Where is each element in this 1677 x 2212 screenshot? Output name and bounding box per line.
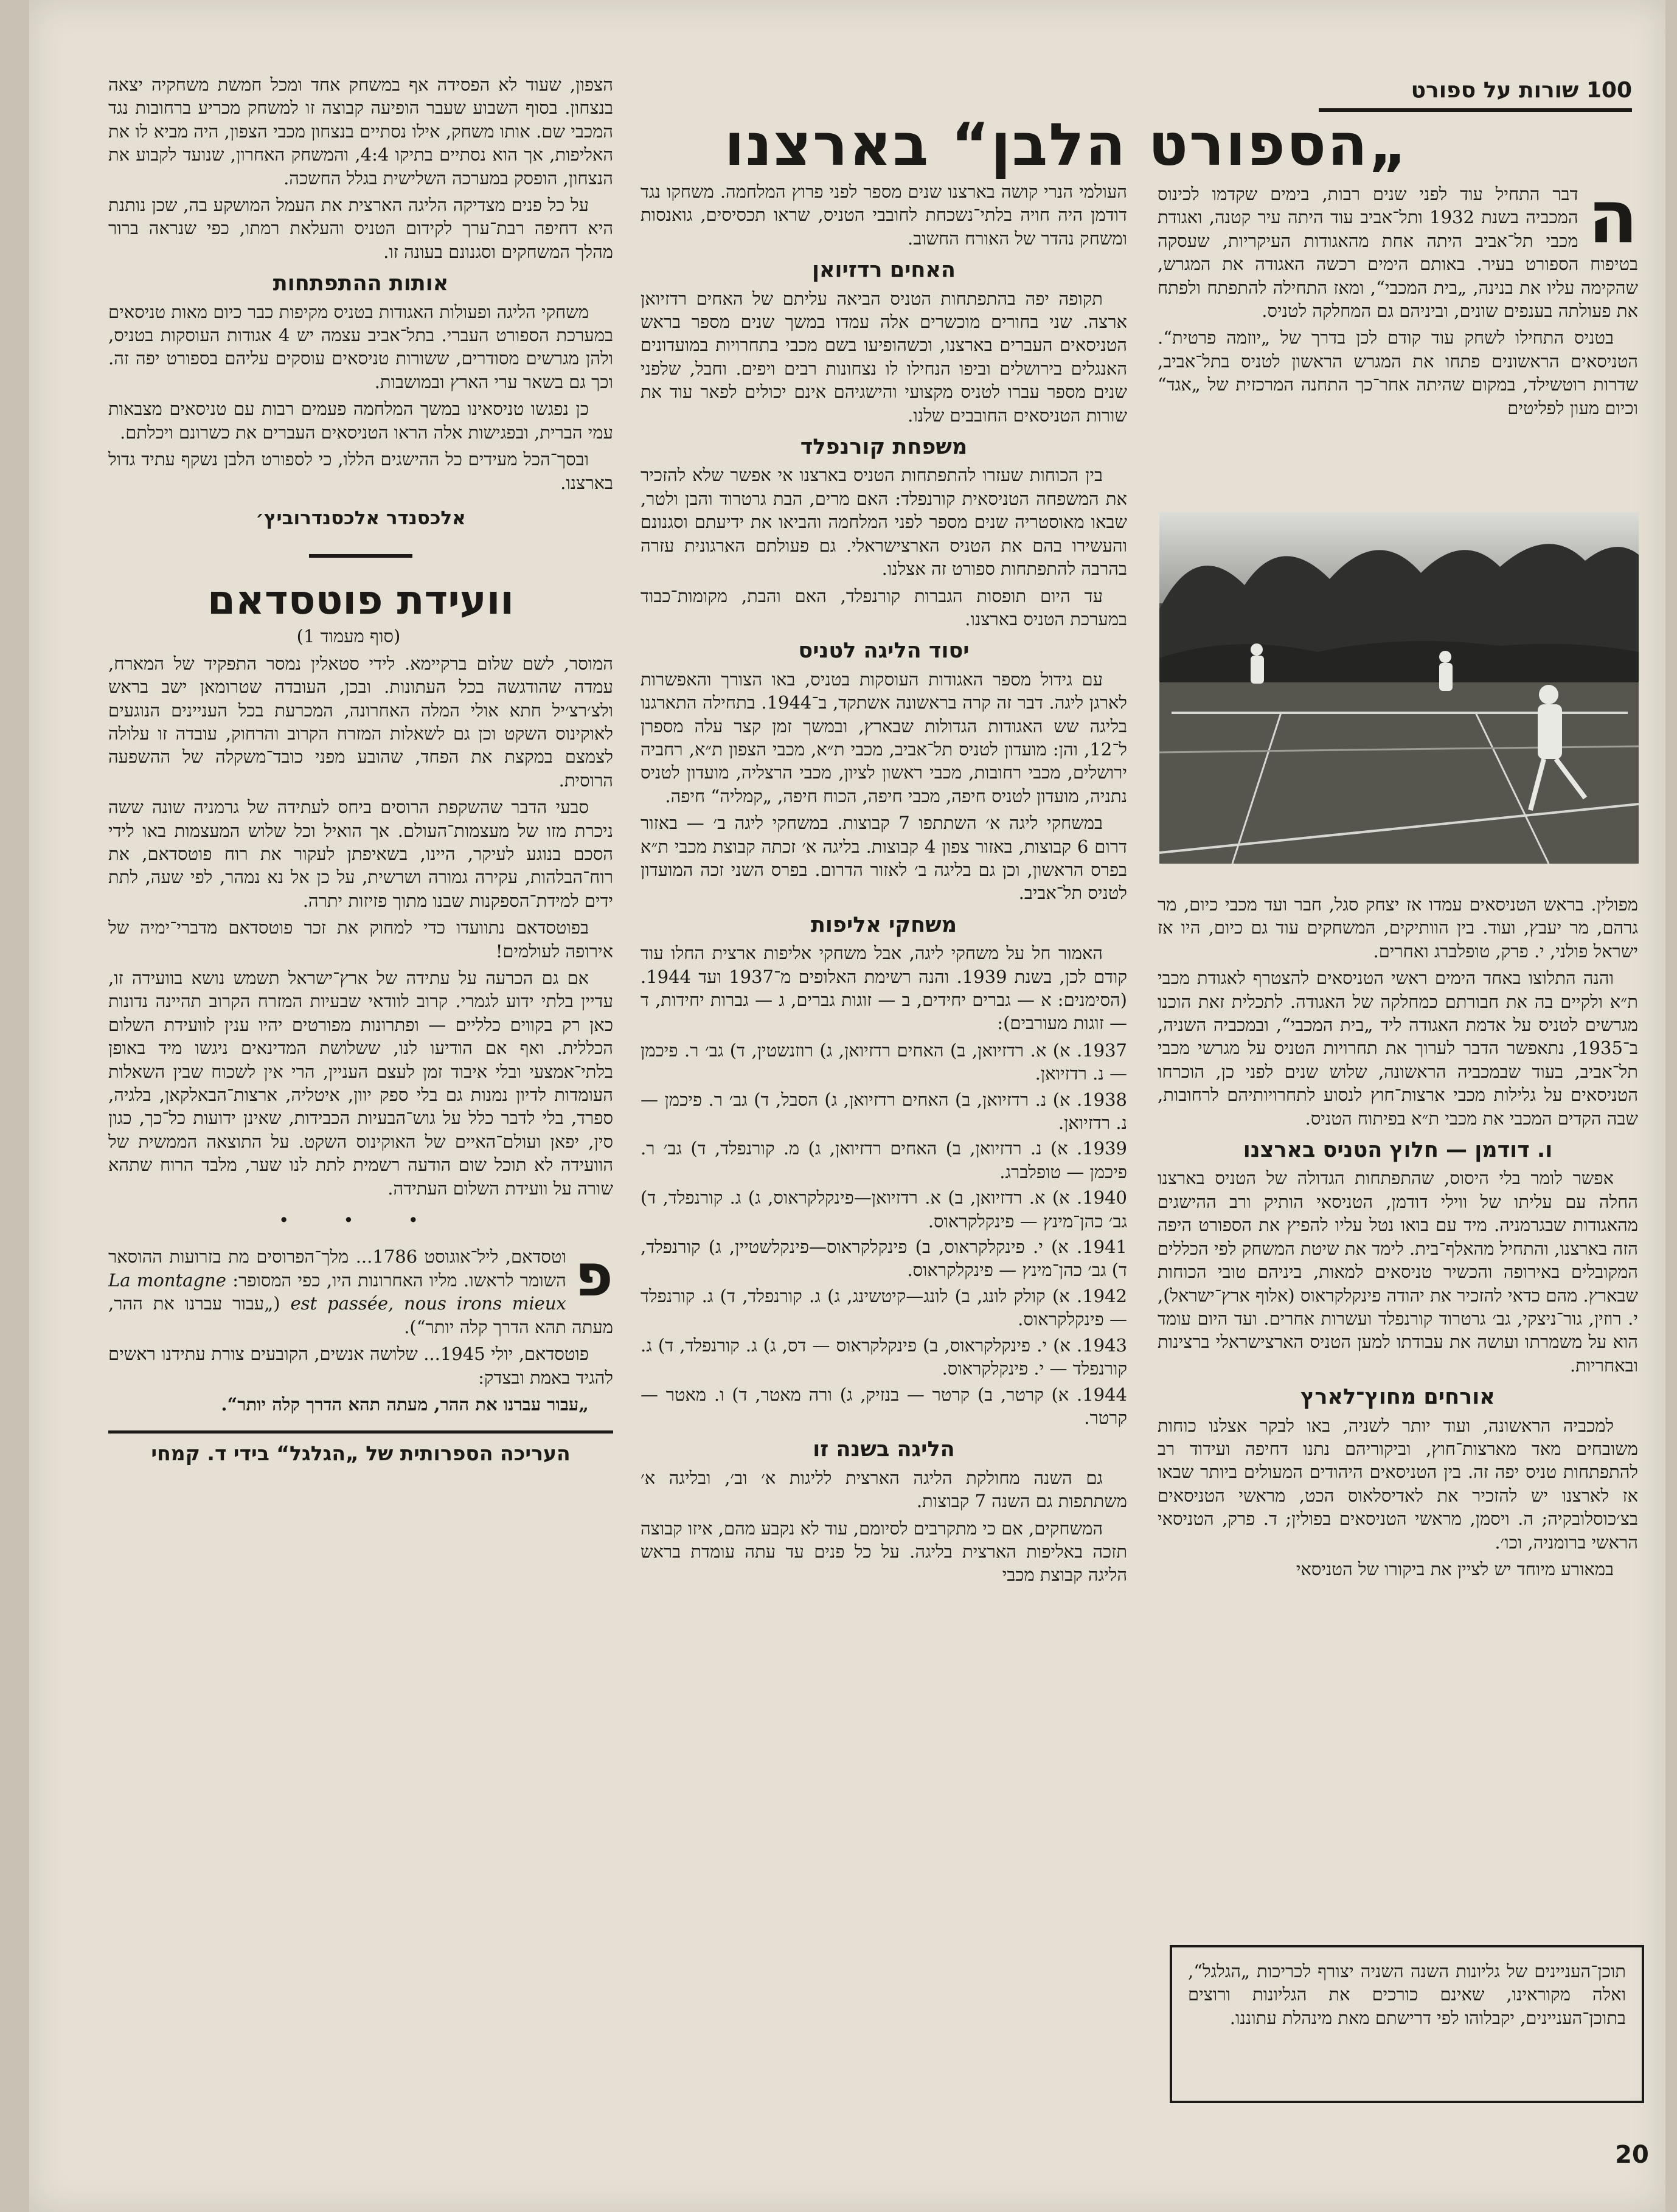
footer-rule — [108, 1430, 613, 1434]
intro-column — [1158, 175, 1638, 423]
left-paragraph-1: הצפון, שעוד לא הפסידה אף במשחק אחד ומכל חמשת משחקיה יצאה בנצחון. בסוף השבוע שעבר הופיעה קבוצה זו למשחק מכריע ברחובות נגד המכבי שם. אותו משחק, אילו נסתיים בנצחון מכבי הצפון, היה מביא לו את האליפות, אך הוא נסתיים בתיקו 4:4, והמשחק האחרון, שנועד לקבוע את הנצחון, הופסק במערכה השלישית בגלל החשכה. — [108, 74, 613, 189]
subheading-kornfeld: משפחת קורנפלד — [800, 435, 968, 460]
subheading-guests: אורחים מחוץ־לארץ — [1300, 1385, 1495, 1410]
potsdam-5b: („עבור עברנו את ההר, מעתה תהא הדרך קלה יותר“). — [108, 1293, 613, 1337]
right-paragraph-4: למכביה הראשונה, ועוד יותר לשניה, באו לבקר אצלנו כוחות משובחים מאד מארצות־חוץ, וביקוריהם נתנו דחיפה ועידוד רב להתפתחות טניס יפה זה. בין הטניסאים היהודים המעולים ביותר שבאו אז לארצנו יש להזכיר את לאדיסלאוס הכט, מראשי הטניסאים בצ׳כוסלובקיה; ה. ויסמן, מראשי הטניסאים בפולין; ד. פרק, הטניסאי הראשי ברומניה, וכו׳. — [1158, 1415, 1638, 1553]
article-title: „הספורט הלבן“ בארצנו — [724, 111, 1409, 179]
champions-list-item: 1944. א) קרטר, ב) קרטר — בנזיק, ג) ורה מאטר, ד) ו. מאטר — קרטר. — [641, 1384, 1127, 1428]
mid-paragraph-4: עד היום תופסות הגברות קורנפלד, האם והבת, מקומות־כבוד במערכת הטניס בארצנו. — [641, 585, 1127, 629]
middle-column — [641, 180, 1127, 1590]
champions-list-item: 1941. א) י. פינקלקראוס, ב) פינקלקראוס—פינקלשטיין, ג) קורנפלד, ד) גב׳ כהן־מינץ — פינקלקראוס. — [641, 1236, 1127, 1281]
champions-list-item: 1937. א) א. רדזיואן, ב) האחים רדזיואן, ג) רוזנשטין, ד) גב׳ ר. פיכמן — נ. רדזיואן. — [641, 1039, 1127, 1084]
champions-list-item: 1940. א) א. רדזיואן, ב) א. רדזיואן—פינקלקראוס, ג) ג. קורנפלד, ד) גב׳ כהן־מינץ — פינקלקראוס. — [641, 1187, 1127, 1232]
potsdam-paragraph-6: פוטסדאם, יולי 1945... שלושה אנשים, הקובעים צורת עתידנו ראשים להגיד באמת ובצדק: — [108, 1343, 613, 1388]
tennis-court-photo — [1159, 512, 1639, 864]
champions-list-item: 1943. א) י. פינקלקראוס, ב) פינקלקראוס — דס, ג) ג. קורנפלד, ד) ג. קורנפלד — י. פינקלקראוס. — [641, 1334, 1127, 1379]
mid-paragraph-9: המשחקים, אם כי מתקרבים לסיומם, עוד לא נקבע מהם, איזו קבוצה תזכה באליפות הארצית בליגה. על כל פנים עד עתה עומדת בראש הליגה קבוצת מכבי — [641, 1517, 1127, 1586]
potsdam-5a: וטסדאם, ליל־אוגוסט 1786... מלך־הפרוסים מת בזרועות ההוסאר השומר לראשו. מליו האחרונות היו, כפי המסופר: — [108, 1246, 566, 1291]
potsdam-paragraph-1: המוסר, לשם שלום ברקיימא. לידי סטאלין נמסר התפקיד של המארח, עמדה שהודגשה בכל העתונות. ובכן, העובדה שטרומאן ישב בראש ולצ׳רצ׳יל חתא אולי המלה האחרונה, המכרעת בכל העניינים הנוגעים לאוקינוס השקט וכן גם לשאלות המזרח הקרוב והרחוק, עובדה זו עלולה לצמצם במקצת את הפחד, שהובע מפני כובד־משקלה של ההשפעה הרוסית. — [108, 653, 613, 791]
mid-paragraph-8: גם השנה מחולקת הליגה הארצית לליגות א׳ וב׳, ובליגה א׳ משתתפות גם השנה 7 קבוצות. — [641, 1467, 1127, 1512]
magazine-page — [29, 0, 1665, 2212]
champions-list-item: 1942. א) קולק לונג, ב) לונג—קיטשינג, ג) ג. קורנפלד, ד) ג. קורנפלד — פינקלקראוס. — [641, 1285, 1127, 1330]
left-column — [108, 73, 613, 1466]
left-paragraph-3: משחקי הליגה ופעולות האגודות בטניס מקיפות כבר כיום מאות טניסאים במערכת הספורט העברי. בתל־אביב עצמה יש 4 אגודות העוסקות בטניס, ולהן מגרשים מסודרים, ששורות טניסאים עוסקים עליהם בספורט יפה זה. וכך גם בשאר ערי הארץ ובמושבות. — [108, 301, 613, 392]
champions-list-item: 1939. א) נ. רדזיואן, ב) האחים רדזיואן, ג) מ. קורנפלד, ד) גב׳ ר. פיכמן — טופלברג. — [641, 1138, 1127, 1182]
page-number: 20 — [1615, 2141, 1649, 2169]
left-paragraph-4: כן נפגשו טניסאינו במשך המלחמה פעמים רבות עם טניסאים מצבאות עמי הברית, ובפגישות אלה הראו הטניסאים העברים את כשרונם ויכלתם. — [108, 398, 613, 443]
intro-paragraph-2: בטניס התחילו לשחק עוד קודם לכן בדרך של „יוזמה פרטית“. הטניסאים הראשונים פתחו את המגרש הראשון לטניס בתל־אביב, שדרות רוטשילד, במקום שהיתה אחר־כך התחנה המרכזית של „אגד“ וכיום מעון לפליטים — [1158, 327, 1638, 418]
mid-paragraph-6: במשחקי ליגה א׳ השתתפו 7 קבוצות. במשחקי ליגה ב׳ — באזור דרום 6 קבוצות, באזור צפון 4 קבוצות. בליגה א׳ זכתה קבוצת מכבי ת״א בפרס הראשון, וכן גם בליגה ב׳ לאזור הדרום. בפרס השני זכה המועדון לטניס תל־אביב. — [641, 813, 1127, 904]
tennis-photo-image — [1159, 512, 1639, 864]
section-divider — [309, 554, 412, 558]
intro-dropcap: ה — [1588, 175, 1638, 260]
right-paragraph-3: אפשר לומר בלי היסוס, שהתפתחות הגדולה של הטניס בארצנו החלה עם עליתו של ווילי דודמן, הטניסאי הותיק ורב ההישגים מהאגודות שבגרמניה. מיד עם בואו נטל עליו להפיץ את הספורט היפה הזה בארצנו, והתחיל מהאלף־בית. לימד את שיטת המשחק לפי הכללים המקובלים באירופה והכשיר טניסאים למאות, ביניהם טובי הכוחות שבארץ. מהם כדאי להזכיר את יהודה פינקלקראוס (אלוף ארץ־ישראל), י. רוזין, גור־ניצקי, גב׳ גרטרוד קורנפלד ועשרות אחרים. ועד היום עומד הוא על משמרתו ועושה את עבודתו למען הטניס הארצישראלי ברצינות ובאחריות. — [1158, 1168, 1638, 1376]
right-paragraph-1: מפולין. בראש הטניסאים עמדו אז יצחק סגל, חבר ועד מכבי כיום, מר גרהם, מר יעבץ, ועוד. בין הוותיקים, המשחקים עוד גם כיום, היו אז ישראל פולני, י. פרק, טופלברג ואחרים. — [1158, 894, 1638, 962]
champions-list-item: 1938. א) נ. רדזיואן, ב) האחים רדזיואן, ג) הסבל, ד) גב׳ ר. פיכמן — נ. רדזיואן. — [641, 1089, 1127, 1134]
author-signature: אלכסנדר אלכסנדרוביץ׳ — [255, 507, 466, 529]
potsdam-paragraph-2: סבעי הדבר שהשקפת הרוסים ביחס לעתידה של גרמניה שונה ששה ניכרת מזו של מעצמות־העולם. אך הואיל וכל שלוש המעצמות באו לידי הסכם בנוגע לעיקר, היינו, בשאיפתן לעקור את רוח פוטסדאם, את רוח־הבלהות, עקירה גמורה ושרשית, על כן אל נא נמהר, לפי שעה, לתת ידים למידת־הספקנות שבנו מתוך פזיזות יתרה. — [108, 797, 613, 911]
mid-paragraph-2: תקופה יפה בהתפתחות הטניס הביאה עליתם של האחים רדזיואן ארצה. שני בחורים מוכשרים אלה עמדו במשך שנים מספר בראש הטניסאים העברים בארצנו, וכשהופיעו בשם מכבי בתחרויות במועדונים האנגלים בירושלים וביפו הנחילו לו נצחונות רבים ויפים. וחבל, שלפני שנים מספר עברו לטניס מקצועי והישגיהם אינם יכולים לפאר עוד את שורות הטניסאים החובבים שלנו. — [641, 288, 1127, 426]
section-stars: • • • — [279, 1210, 443, 1231]
potsdam-dropcap: פ — [574, 1241, 613, 1310]
potsdam-paragraph-4: אם גם הכרעה על עתידה של ארץ־ישראל תשמש נושא בוועידה זו, עדיין בלתי ידוע לגמרי. קרוב לוודאי שבעיות המזרח הקרוב תהיינה נדונות כאן רק בקווים כלליים — ופתרונות מפורטים יהיו ענין לוועידת השלום הכללית. ואף אם הודיעו לנו, ששלושת המדינאים ניגשו מיד באופן בלתי־אמצעי ובלי איבוד זמן לעצם העניין, הרי אין לשכוח שבין השאלות העומדות לדיון נמנות גם בלי ספק יוון, איטליה, ארצות־הבאלקאן, בלגיה, ספרד, בלי לדבר כלל על גוש־הבעיות הכבידות, שאינן ידועות כל־כך, כגון סין, יפאן ועולם־האיים של האוקינוס השקט. על התוצאה הממשית של הוועידה לא תוכל שום הודעה רשמית לתת לנו שער, מלבד הרוח שתהא שורה על וועידת השלום העתידה. — [108, 968, 613, 1199]
subheading-radziwan: האחים רדזיואן — [812, 258, 956, 283]
french-quote: La montagne est passée, nous irons mieux — [108, 1269, 566, 1314]
potsdam-title: וועידת פוטסדאם — [207, 577, 515, 624]
potsdam-paragraph-3: בפוטסדאם נתוועדו כדי למחוק את זכר פוטסדאם מדברי־ימיה של אירופה לעולמים! — [108, 917, 613, 962]
mid-paragraph-7: האמור חל על משחקי ליגה, אבל משחקי אליפות ארצית החלו עוד קודם לכן, בשנת 1939. והנה רשימת האלופים מ־1937 ועד 1944. (הסימנים: א — גברים יחידים, ב — זוגות גברים, ג — גברות יחידות, ד — זוגות מעורבים): — [641, 943, 1127, 1034]
mid-paragraph-5: עם גידול מספר האגודות העוסקות בטניס, באו הצורך והאפשרות לארגן ליגה. דבר זה קרה בראשונה אשתקד, ב־1944. בתחילה התארגנו בליגה שש האגודות הגדולות שבארץ, ובמשך זמן קצר עלה מספרן ל־12, והן: מועדון לטניס תל־אביב, מכבי ת״א, מכבי הצפון ת״א, רחביה ירושלים, מכבי רחובות, מכבי ראשון לציון, מכבי הרצליה, מועדון לטניס נתניה, מועדון לטניס חיפה, מכבי חיפה, הכוח חיפה, „קמליה“ חיפה. — [641, 668, 1127, 806]
left-paragraph-5: ובסך־הכל מעידים כל ההישגים הללו, כי לספורט הלבן נשקף עתיד גדול בארצנו. — [108, 449, 613, 493]
editorial-credit: העריכה הספרותית של „הגלגל“ בידי ד. קמחי — [151, 1441, 571, 1466]
potsdam-paragraph-7: „עבור עברנו את ההר, מעתה תהא הדרך קלה יותר“. — [221, 1393, 589, 1415]
mid-paragraph-1: העולמי הנרי קושה בארצנו שנים מספר לפני פרוץ המלחמה. משחקו נגד דודמן היה חויה בלתי־נשכחת לחובבי הטניס, שראו תכסיסים, גואנסות ומשחק נהדר של האורח החשוב. — [641, 181, 1127, 249]
right-paragraph-5: במאורע מיוחד יש לציין את ביקורו של הטניסאי — [1296, 1558, 1614, 1579]
subheading-dudman: ו. דודמן — חלוץ הטניס בארצנו — [1243, 1138, 1553, 1163]
mid-paragraph-3: בין הכוחות שעזרו להתפתחות הטניס בארצנו אי אפשר שלא להזכיר את המשפחה הטניסאית קורנפלד: האם מרים, הבת גרטרוד והבן ולטר, שבאו מאוסטריה שנים מספר לפני המלחמה והביאו את ידיעתם וסגנונם והעשירו בהם את הטניס הארצישראלי. גם פעולתם הארגונית עזרה בהרבה להתפתחות ספורט זה אצלנו. — [641, 465, 1127, 580]
potsdam-subtitle: (סוף מעמוד 1) — [296, 626, 401, 647]
subheading-development: אותות ההתפתחות — [273, 271, 449, 296]
notice-text: תוכן־העניינים של גליונות השנה השניה יצורף לכריכות „הגלגל“, ואלה מקוראינו, שאינם כורכים את הגליונות ורוצים בתוכן־העניינים, יקבלוהו לפי דרישתם מאת מינהלת עתוננו. — [1188, 1961, 1626, 2028]
subheading-championships: משחקי אליפות — [810, 912, 957, 937]
intro-paragraph: דבר התחיל עוד לפני שנים רבות, בימים שקדמו לכינוס המכביה בשנת 1932 ותל־אביב עוד היתה עיר קטנה, ואגודת מכבי תל־אביב היתה אחת מהאגודות העיקריות, שעסקה בטיפוח הספורט בעיר. באותם הימים רכשה האגודה את המגרש, שהקימה עליו את בנינה, „בית המכבי“, ומאז התחילה להתפתח ולפתח את פעולתה בענפים שונים, וביניהם גם המחלקה לטניס. — [1158, 184, 1638, 322]
right-paragraph-2: והנה התלוצו באחד הימים ראשי הטניסאים להצטרף לאגודת מכבי ת״א ולקיים בה את חבורתם כמחלקה של האגודה. לתכלית זאת הוכנו מגרשים לטניס על אדמת האגודה ליד „בית המכבי“, ובמכביה השניה, ב־1935, נתאפשר הדבר לערוך את תחרויות הטניס על מגרשי מכבי תל־אביב, בעוד שבמכביה הראשונה, שלוש שנים לפני כן, הוכרחו הטניסאים על גלילות מכבי ארצות־חוץ לנסוע לתחרויותיהם לרחובות, שבה הקדים המכבי את מכבי ת״א בפיתוח הטניס. — [1158, 968, 1638, 1129]
subheading-league: יסוד הליגה לטניס — [798, 639, 970, 664]
notice-box — [1170, 1945, 1644, 2103]
column-header: 100 שורות על ספורט — [1319, 73, 1632, 112]
champions-list — [641, 1039, 1127, 1430]
subheading-this-year: הליגה בשנה זו — [813, 1437, 955, 1462]
potsdam-paragraph-5 — [108, 1241, 613, 1339]
left-paragraph-2: על כל פנים מצדיקה הליגה הארצית את העמל המושקע בה, שכן נותנת היא דחיפה רבת־ערך לקידום הטניס והעלאת רמתו, כפי שנראה ברור מהלך המשחקים וסגנונם בעונה זו. — [108, 195, 613, 262]
right-column-body — [1158, 893, 1638, 1584]
